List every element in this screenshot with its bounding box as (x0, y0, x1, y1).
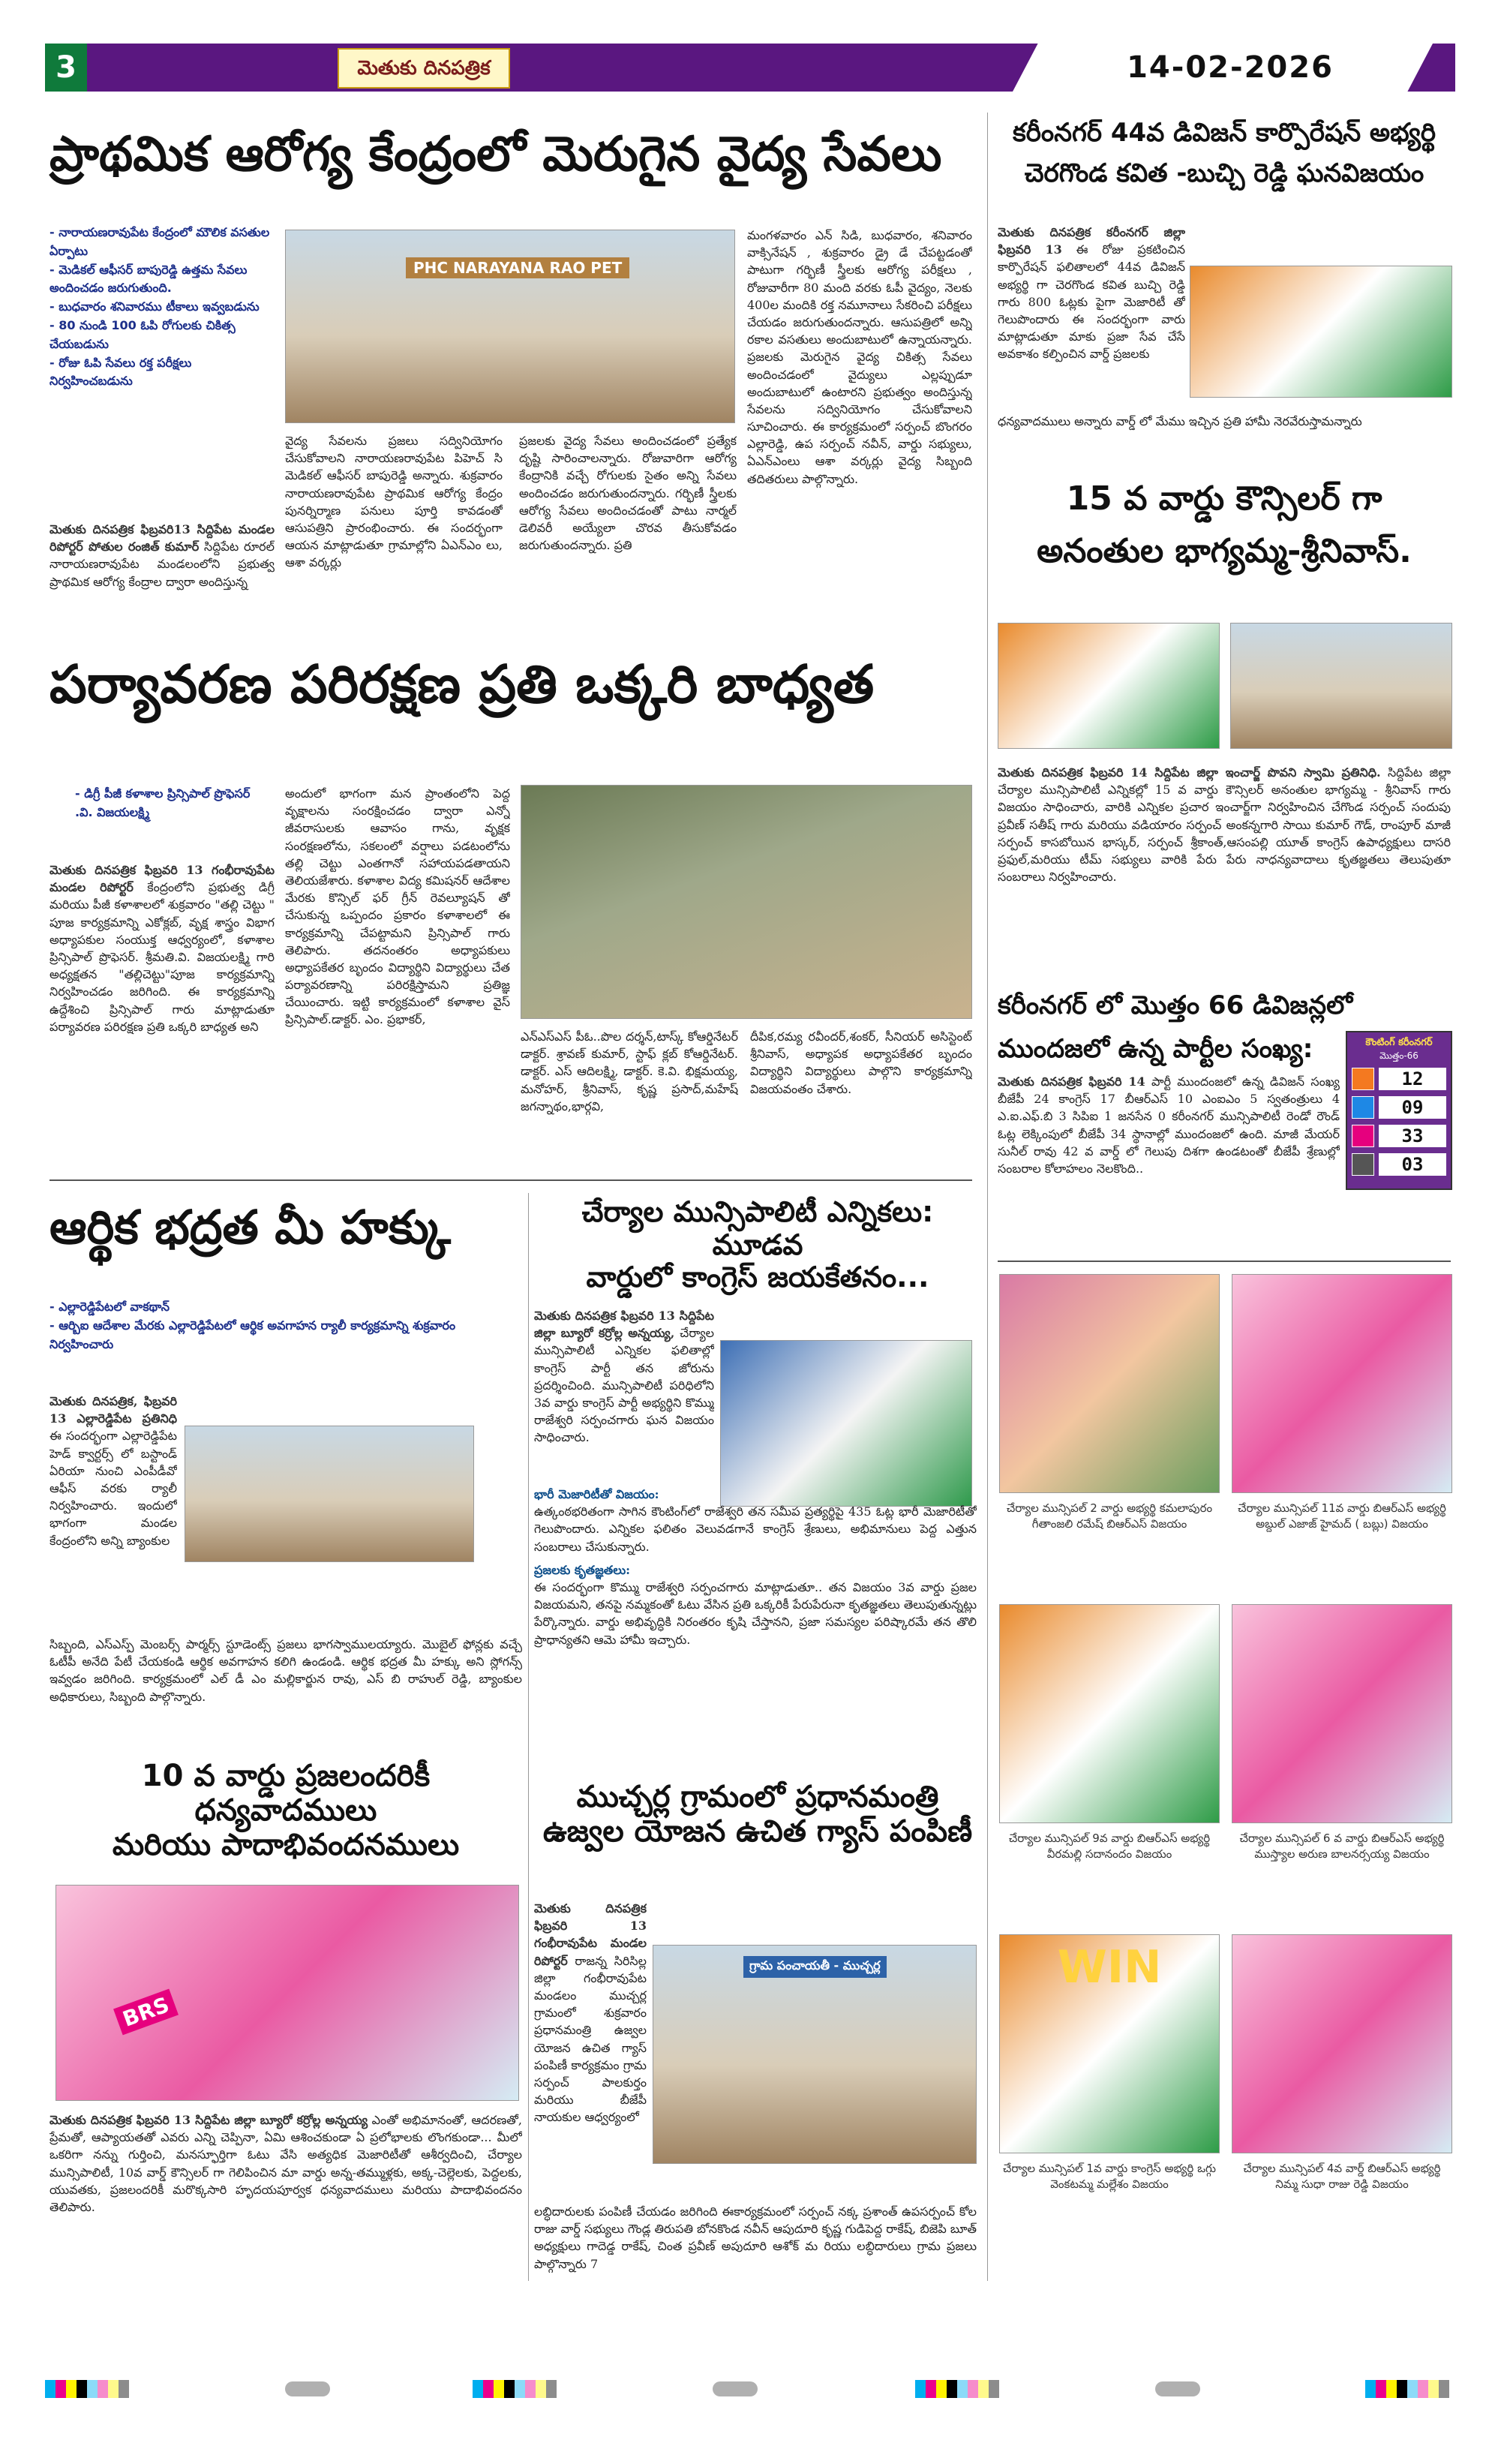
article-financial-bullets (50, 1298, 515, 1354)
registration-mark (1155, 2381, 1200, 2396)
color-swatch (119, 2380, 129, 2398)
article-ward3-byline: మెతుకు దినపత్రిక ఫిబ్రవరి 13 సిద్దిపేట జిల్లా బ్యూరో కర్రోల్ల అన్నయ్య, (534, 1309, 714, 1341)
registration-mark (285, 2381, 330, 2396)
article-ujjwala-text1: రాజన్న సిరిసిల్ల జిల్లా గంభీరావుపేట మండలం ముచ్చర్ల గ్రామంలో శుక్రవారం ప్రధానమంత్రి ఉజ్వల యోజన ఉచిత గ్యాస్ పంపిణీ కార్యక్రమం గ్రామ సర్పంచ్ పాలకుర్తం మరియు బీజేపీ నాయకుల ఆధ్వర్యంలో (534, 1953, 647, 2125)
party-symbol (1352, 1153, 1374, 1176)
article-ward3-text1: చేర్యాల మున్సిపాలిటీ ఎన్నికల ఫలితాల్లో కాంగ్రెస్ పార్టీ తన జోరును ప్రదర్శించింది. మున్సిపాలిటీ పరిధిలోని 3వ వార్డు కాంగ్రెస్ పార్టీ అభ్యర్థిని కొమ్ము రాజేశ్వరి సర్పంచగారు ఘన విజయం సాధించారు. (534, 1326, 714, 1445)
article-karimnagar44-headline (998, 113, 1451, 194)
article-phc-text3: ప్రజలకు వైద్య సేవలు అందించడంలో ప్రత్యేక దృష్టి సారించాలన్నారు. రోజువారిగా ఆరోగ్య కేంద్రానికి వచ్చే రోగులకు సైతం అన్ని సేవలు అందించడం జరుగుతుందన్నారు. గర్భిణీ స్త్రీలకు ఆరోగ్య సేవలు అందించడంతో పాటు నార్మల్ డెలివరీ అయ్యేలా చొరవ తీసుకోవడం జరుగుతుందన్నారు. ప్రతి (519, 434, 737, 553)
article-environment-photo (521, 785, 972, 1019)
winner-card (1232, 1604, 1452, 1927)
color-swatch (108, 2380, 119, 2398)
divider (998, 1261, 1451, 1262)
article-environment-text4: దీపిక,రమ్య రవీందర్,శంకర్, సీనియర్ అసిస్టెంట్ శ్రీనివాస్, అధ్యాపక అధ్యాపకేతర బృందం విద్యార్థిని విద్యార్థులు పాల్గొని కార్యక్రమాన్ని విజయవంతం చేశారు. (750, 1029, 972, 1096)
article-ward10-text: ఎంతో అభిమానంతో, ఆదరణతో, ప్రేమతో, ఆప్యాయతతో ఎవరు ఎన్ని చెప్పినా, ఏమి ఆశించకుండా ఏ ప్రలోభాలకు లొంగకుండా... మీలో ఒకరిగా నన్ను గుర్తించి, మనస్ఫూర్తిగా ఓటు వేసి అత్యధిక మెజారిటీతో ఆశీర్వదించి, చేర్యాల మున్సిపాలిటీ, 10వ వార్డ్ కౌన్సిలర్ గా గెలిపించిన మా వార్డు అన్న-తమ్ముళ్లకు, అక్క-చెల్లెలకు, పెద్దలకు, యువతకు, ప్రజలందరికీ మరొక్కసారి హృదయపూర్వక ధన్యవాదములు మరియు పాదాభివందనం తెలిపారు. (50, 2113, 522, 2214)
page-number: 3 (56, 50, 77, 85)
article-ujjwala-col1 (534, 1900, 647, 2203)
article-phc-text1: సిద్దిపేట రూరల్ నారాయణరావుపేట మండలంలోని ప్రభుత్వ ప్రాథమిక ఆరోగ్య కేంద్రాల ద్వారా అందిస్తున్న (50, 539, 275, 589)
winner-photo (999, 1934, 1220, 2153)
article-environment-text1: కేంద్రంలోని ప్రభుత్వ డిగ్రీ మరియు పీజీ కళాశాలలో శుక్రవారం "తల్లి చెట్టు " పూజ కార్యక్రమాన్ని ఎకోక్లబ్, వృక్ష శాస్త్రం విభాగ అధ్యాపకుల సంయుక్త ఆధ్వర్యంలో, కళాశాల ప్రిన్సిపాల్ ప్రొఫెసర్. శ్రీమతి.వి. విజయలక్ష్మి గారి అధ్యక్షతన "తల్లిచెట్టు"పూజ కార్యక్రమాన్ని నిర్వహించడం జరిగింది. ఈ కార్యక్రమాన్ని ఉద్దేశించి ప్రిన్సిపాల్ గారు మాట్లాడుతూ పర్యావరణ పరిరక్షణ ప్రతి ఒక్కరి బాధ్యత అని (50, 880, 275, 1034)
article-financial-headline: ఆర్థిక భద్రత మీ హక్కు (50, 1200, 451, 1255)
article-phc-headline: ప్రాథమిక ఆరోగ్య కేంద్రంలో మెరుగైన వైద్య సేవలు (50, 127, 942, 182)
bullet: - మెడికల్ ఆఫీసర్ బాపురెడ్డి ఉత్తమ సేవలు అందించడం జరుగుతుంది. (50, 261, 275, 299)
color-swatch (546, 2380, 557, 2398)
article-ward3-body (534, 1486, 977, 1736)
headline-line: 15 వ వార్డు కౌన్సిలర్ గా (1066, 479, 1382, 518)
article-ward3-col1 (534, 1307, 714, 1481)
winner-caption: చేర్యాల మున్సిపల్ 6 వ వార్డు బిఆర్ఎస్ అభ్యర్థి ముస్త్యాల అరుణ బాలనర్సయ్య విజయం (1239, 1831, 1445, 1861)
color-swatch (87, 2380, 98, 2398)
article-phc-text2: వైద్య సేవలను ప్రజలు సద్వినియోగం చేసుకోవాలని నారాయణరావుపేట పిహెచ్ సి మెడికల్ ఆఫీసర్ బాపురెడ్డి అన్నారు. శుక్రవారం నారాయణరావుపేట ప్రాథమిక ఆరోగ్య కేంద్రం పునర్నిర్మాణ పనులు పూర్తి కావడంతో ఆసుపత్రిని ప్రారంభించారు. ఈ సందర్భంగా ఆయన మాట్లాడుతూ గ్రామాల్లోని ఏఎన్ఎం లు, ఆశా వర్కర్లు (285, 434, 503, 570)
color-swatch (45, 2380, 56, 2398)
article-environment-col3 (521, 1028, 738, 1169)
article-phc-col3 (519, 432, 737, 630)
article-ward15-photo-left (998, 623, 1220, 749)
party-badge: BRS (113, 1989, 179, 2036)
article-phc-photo (285, 230, 735, 423)
party-symbol (1352, 1125, 1374, 1147)
article-financial-photo (185, 1426, 474, 1562)
article-ward10-photo (56, 1885, 519, 2101)
divider (50, 1179, 972, 1181)
winner-caption: చేర్యాల మున్సిపల్ 11వ వార్డు బిఆర్ఎస్ అభ్యర్థి అబ్దుల్ ఎజాజ్ హైమద్ ( బబ్లు) విజయం (1238, 1501, 1446, 1531)
party-symbol (1352, 1096, 1374, 1119)
party-seat-count: 03 (1379, 1153, 1446, 1176)
party-seat-count: 09 (1379, 1096, 1446, 1119)
article-environment-col1 (50, 861, 275, 1169)
color-swatch (483, 2380, 494, 2398)
winner-card (1232, 1274, 1452, 1597)
winner-caption: చేర్యాల మున్సిపల్ 2 వార్డు అభ్యర్థి కమలాపురం గీతాంజలి రమేష్ బిఆర్ఎస్ విజయం (1006, 1501, 1213, 1531)
article-ward15-text: సిద్దిపేట జిల్లా చేర్యాల మున్సిపాలిటీ ఎన్నికల్లో 15 వ వార్డు కౌన్సిలర్ అనంతుల భాగ్యమ్మ - శ్రీనివాస్ గారు విజయం సాధించారు, వారికి ఎన్నికల ప్రచార ఇంచార్జ్‌గా నిర్వహించిన చేగొండ సర్పంచ్ సందుపు ప్రవీణ్ సతీష్ గారు మరియు వడియారం సర్పంచ్ అంకన్నగారి సాయి కుమార్ గౌడ్, రాంపూర్ మాజీ సర్పంచ్ కాసబోయిన భాస్కర్, సర్పంచ్ శ్రీకాంత్,ఆసంపల్లి యూత్ కాంగ్రెస్ ఉపాధ్యక్షులు దాసరి ప్రఫుల్,మరియు టీమ్ సభ్యులు వారికి పేరు పేరు నాధన్యవాదాలు కృతజ్ఞతలు తెలుపుతూ సంబరాలు నిర్వహించారు. (998, 765, 1451, 885)
scoreboard-row (1352, 1123, 1446, 1149)
color-swatch (989, 2380, 999, 2398)
color-swatch (1397, 2380, 1407, 2398)
color-swatch (77, 2380, 87, 2398)
article-ujjwala-text2: లబ్ధిదారులకు పంపిణీ చేయడం జరిగింది ఈకార్యక్రమంలో సర్పంచ్ నక్క ప్రశాంత్ ఉపసర్పంచ్ కోల రాజు వార్డ్ సభ్యులు గౌండ్ల తిరుపతి బోనకొండ నవీన్ ఆపుదూరి కృష్ణ గుడిపెద్ద రాకేష్, బిజెపి బూత్ అధ్యక్షులు గాదెడ్డ రాకేష్, చింత ప్రవీణ్ అపుదూరి ఆశోక్ మ రియు లబ్ధిదారులు గ్రామ ప్రజలు పాల్గొన్నారు (534, 2204, 977, 2271)
bullet: - ఎల్లారెడ్డిపేటలో వాకథాన్ (50, 1298, 515, 1317)
article-ward15-body (998, 764, 1451, 981)
color-swatch (1407, 2380, 1418, 2398)
headline-line: అనంతుల భాగ్యమ్మ-శ్రీనివాస్. (1037, 532, 1412, 571)
color-swatch (936, 2380, 947, 2398)
article-financial-byline: మెతుకు దినపత్రిక, ఫిబ్రవరి 13 ఎల్లారెడ్డిపేట ప్రతినిధి (50, 1394, 177, 1426)
article-financial-text2-box (50, 1636, 522, 1735)
color-swatch (915, 2380, 926, 2398)
color-swatch (1428, 2380, 1439, 2398)
article-ward3-text3: ఈ సందర్భంగా కొమ్ము రాజేశ్వరి సర్పంచగారు మాట్లాడుతూ.. తన విజయం 3వ వార్డు ప్రజల విజయమని, తనపై నమ్మకంతో ఓటు వేసిన ప్రతి ఒక్కరికీ పేరుపేరునా కృతజ్ఞతలు తెలుపుతున్నట్లు పేర్కొన్నారు. వార్డు అభివృద్ధికి నిరంతరం కృషి చేస్తానని, ప్రజా సమస్యల పరిష్కారమే తన తొలి ప్రాధాన్యతని ఆమె హామీ ఇచ్చారు. (534, 1579, 977, 1647)
article-environment-headline: పర్యావరణ పరిరక్షణ ప్రతి ఒక్కరి బాధ్యత (50, 654, 875, 715)
winner-caption: చేర్యాల మున్సిపల్ 4వ వార్డ్ బిఆర్ఎస్ అభ్యర్థి నిమ్మ సుధా రాజు రెడ్డి విజయం (1243, 2162, 1441, 2191)
article-environment-text3: ఎన్ఎస్ఎస్ పీఓ..పొల దర్శన్,టాస్క్ కోఆర్డినేటర్ డాక్టర్. శ్రావణ్ కుమార్, స్టాఫ్ క్లబ్ కోఆర్డినేటర్. డాక్టర్. ఎస్ ఆదిలక్ష్మి, డాక్టర్. కె.వి. భిక్షమయ్య, మనోహర్, శ్రీనివాస్, కృష్ణ ప్రసాద్,మహేష్ జగన్నాథం,భార్గవి, (521, 1029, 738, 1113)
article-karimnagar44-col1 (998, 224, 1185, 410)
bullet: - డిగ్రీ పీజీ కళాశాల ప్రిన్సిపాల్ ప్రొఫెసర్ .వి. విజయలక్ష్మి (75, 785, 270, 822)
scoreboard-row (1352, 1152, 1446, 1177)
article-phc-col1 (50, 521, 275, 626)
article-phc-col2 (285, 432, 503, 630)
color-swatch (525, 2380, 536, 2398)
article-karimnagar66-byline: మెతుకు దినపత్రిక ఫిబ్రవరి 14 (998, 1074, 1145, 1089)
color-swatch (1418, 2380, 1428, 2398)
article-karimnagar44-text2: ధన్యవాదములు అన్నారు వార్డ్ లో మేము ఇచ్చిన ప్రతి హామీ నెరవేరుస్తామన్నారు (998, 414, 1362, 428)
counting-scoreboard (1346, 1031, 1452, 1190)
winner-caption: చేర్యాల మున్సిపల్ 1వ వార్డు కాంగ్రెస్ అభ్యర్థి ఒగ్గు వెంకటమ్మ మల్లేశం విజయం (1003, 2162, 1216, 2191)
color-swatch (968, 2380, 978, 2398)
color-swatch (1365, 2380, 1376, 2398)
article-environment-byline: మెతుకు దినపత్రిక ఫిబ్రవరి 13 గంభీరావుపేట మండల రిపోర్టర్ (50, 863, 275, 895)
color-swatch (1386, 2380, 1397, 2398)
column-divider (528, 1193, 529, 2281)
winner-photo (1232, 1934, 1452, 2153)
headline-line: చెరగొండ కవిత -బుచ్చి రెడ్డి ఘనవిజయం (1024, 158, 1424, 189)
headline-line: కరీంనగర్ లో మొత్తం 66 డివిజన్లలో (998, 990, 1353, 1020)
article-phc-col4 (747, 227, 972, 630)
article-ward10-byline: మెతుకు దినపత్రిక ఫిబ్రవరి 13 సిద్దిపేట జిల్లా బ్యూరో కర్రోల్ల అన్నయ్య (50, 2113, 368, 2127)
headline-line: ముందజలో ఉన్న పార్టీల సంఖ్య: (998, 1033, 1313, 1064)
article-ward3-subhead2: ప్రజలకు కృతజ్ఞతలు: (534, 1562, 631, 1577)
article-environment-text2: అందులో భాగంగా మన ప్రాంతంలోని పెద్ద వృక్షాలను సంరక్షించడం ద్వారా ఎన్నో జీవరాసులకు ఆవాసం గాను, వృక్షక సంరక్షణలోను, సకలంలో వర్షాలు పడటంలోను తల్లి చెట్టు ఎంతగానో సహాయపడతాయని తెలియజేశారు. కళాశాల విద్య కమిషనర్ ఆదేశాల మేరకు కొన్సిల్ ఫర్ గ్రీన్ రెవల్యూషన్ తో చేసుకున్న ఒప్పందం ప్రకారం కళాశాలలో ఈ కార్యక్రమాన్ని చేపట్టామని ప్రిన్సిపాల్ గారు తెలిపారు. తదనంతరం అధ్యాపకులు అధ్యాపకేతర బృందం విద్యార్థిని విద్యార్థులు చేత పర్యావరణాన్ని పరిరక్షిస్తామని ప్రతిజ్ఞ చేయించారు. ఇట్టి కార్యక్రమంలో కళాశాల వైస్ ప్రిన్సిపాల్.డాక్టర్. ఎం. ప్రభాకర్, (285, 786, 510, 1027)
article-ujjwala-byline: మెతుకు దినపత్రిక ఫిబ్రవరి 13 గంభీరావుపేట మండల రిపోర్టర్ (534, 1901, 647, 1968)
winner-card (999, 1604, 1220, 1927)
article-financial-text2: సిబ్బంది, ఎస్ఎస్ప్ మెంబర్స్ పార్మర్స్ స్టూడెంట్స్ ప్రజలు భాగస్వాములయ్యారు. మొబైల్ ఫోన్లకు వచ్చే ఓటీపీ అనేది పేటీ చేయకండి ఆర్థిక అవగాహన కలిగి ఉండండి. ఆర్థిక భద్రత మీ హక్కు అని స్లోగన్స్ ఇవ్వడం జరిగింది. కార్యక్రమంలో ఎల్ డీ ఎం మల్లికార్జున రావు, ఎస్ బి రాహుల్ రెడ్డి, బ్యాంకుల అధికారులు, సిబ్బంది పాల్గొన్నారు. (50, 1637, 522, 1704)
article-financial-text1: ఈ సందర్భంగా ఎల్లారెడ్డిపేట హెడ్ క్వార్టర్స్ లో బస్టాండ్ ఏరియా నుంచి ఎంపీడీవో ఆఫీస్ వరకు ర్యాలీ నిర్వహించారు. ఇందులో భాగంగా మండల కేంద్రంలోని అన్ని బ్యాంకుల (50, 1429, 177, 1548)
headline-line: ముచ్చర్ల గ్రామంలో ప్రధానమంత్రి (576, 1780, 939, 1814)
scoreboard-subtitle: మొత్తం-66 (1379, 1050, 1418, 1061)
article-environment-col2 (285, 785, 510, 1169)
article-financial-col1 (50, 1393, 177, 1633)
winner-photo (999, 1274, 1220, 1493)
party-seat-count: 33 (1379, 1125, 1446, 1147)
color-swatch (504, 2380, 515, 2398)
article-phc-bullets (50, 224, 275, 391)
newspaper-logo[interactable] (338, 48, 510, 89)
winner-photo (1232, 1274, 1452, 1493)
article-ward10-body (50, 2111, 522, 2261)
article-ward3-subhead1: భారీ మెజారిటీతో విజయం: (534, 1487, 659, 1501)
article-ward3-photo (720, 1340, 972, 1507)
headline-line: చేర్యాల మున్సిపాలిటీ ఎన్నికలు: మూడవ (581, 1195, 934, 1261)
article-ward3-headline (534, 1196, 981, 1294)
winner-card (999, 1934, 1220, 2257)
color-swatch (494, 2380, 504, 2398)
color-swatch (98, 2380, 108, 2398)
winner-photo (999, 1604, 1220, 1823)
article-ujjwala-photo (653, 1945, 977, 2164)
color-swatch (536, 2380, 546, 2398)
registration-mark (713, 2381, 758, 2396)
color-swatch (978, 2380, 989, 2398)
color-registration-strip (45, 2380, 1455, 2398)
article-phc-byline: మెతుకు దినపత్రిక ఫిబ్రవరి13 సిద్దిపేట మండల రిపోర్టర్ పోతుల రంజిత్ కుమార్ (50, 522, 275, 554)
bullet: - బుధవారం శనివారము టీకాలు ఇవ్వబడును (50, 298, 275, 317)
article-karimnagar44-text2-box (998, 413, 1451, 449)
headline-line: కరీంనగర్ 44వ డివిజన్ కార్పొరేషన్ అభ్యర్థి (1013, 118, 1436, 148)
headline-line: 10 వ వార్డు ప్రజలందరికీ ధన్యవాదములు (141, 1759, 431, 1828)
headline-line: మరియు పాదాభివందనములు (112, 1828, 460, 1862)
scoreboard-row (1352, 1095, 1446, 1120)
article-ujjwala-endmark: 7 (590, 2256, 599, 2271)
winner-caption: చేర్యాల మున్సిపల్ 9వ వార్డు బిఆర్ఎస్ అభ్యర్థి వీరమల్లి సదానందం విజయం (1008, 1831, 1211, 1861)
win-badge: WIN (1057, 1941, 1162, 1994)
color-swatch (515, 2380, 525, 2398)
article-ward10-headline (50, 1759, 522, 1862)
article-ujjwala-text2-box (534, 2203, 977, 2281)
right-column-divider (987, 113, 988, 2281)
page-number-box (45, 44, 87, 92)
color-swatch (947, 2380, 957, 2398)
article-environment-col4 (750, 1028, 972, 1169)
article-ward15-byline: మెతుకు దినపత్రిక ఫిబ్రవరి 14 సిద్దిపేట జిల్లా ఇంచార్జ్ పొవని స్వామి ప్రతినిధి. (998, 765, 1381, 780)
color-swatch (926, 2380, 936, 2398)
winner-card (1232, 1934, 1452, 2257)
bullet: - 80 నుండి 100 ఓపి రోగులకు చికిత్స చేయబడును (50, 317, 275, 354)
logo-text: మెతుకు దినపత్రిక (357, 57, 491, 80)
bullet: - రోజు ఓపి సేవలు రక్త పరీక్షలు నిర్వహించబడును (50, 354, 275, 392)
article-karimnagar66-text: పార్టీ ముందంజలో ఉన్న డివిజన్ సంఖ్య బీజేపీ 24 కాంగ్రెస్ 17 బీఆర్ఎస్ 10 ఎంఐఎం 5 స్వతంత్రులు 4 ఎ.ఐ.ఎఫ్.బి 3 సిపిఐ 1 జనసేన 0 కరీంనగర్ మున్సిపాలిటీ రెండో రౌండ్ ఓట్ల లెక్కింపులో బీజేపీ 34 స్థానాల్లో ముందంజలో ఉంది. మాజీ మేయర్ సునీల్ రావు 42 వ వార్డ్ లో గెలుపు దిశగా ఉండటంతో బీజేపీ శ్రేణుల్లో సంబరాల కోలాహలం నెలకొంది.. (998, 1074, 1340, 1176)
scoreboard-title: కౌంటింగ్ కరీంనగర్ (1365, 1037, 1433, 1048)
party-seat-count: 12 (1379, 1068, 1446, 1090)
issue-date: 14-02-2026 (1127, 50, 1334, 85)
bullet: - నారాయణరావుపేట కేంద్రంలో మౌలిక వసతుల ఏర్పాటు (50, 224, 275, 261)
article-karimnagar44-photo (1190, 266, 1452, 398)
article-environment-bullets (75, 785, 270, 822)
article-phc-text4: మంగళవారం ఎన్ సిడి, బుధవారం, శనివారం వాక్సినేషన్ , శుక్రవారం డ్రై డే చేపట్టడంతో పాటుగా గర్భిణీ స్త్రీలకు ఆరోగ్య పరీక్షలు , రోజువారీగా 80 మంది వరకు ఓపీ వైద్యం, నెలకు 400ల మందికి రక్త నమూనాలు సేకరించి పరీక్షలు చేయడం జరుగుతుందన్నారు. ఆసుపత్రిలో అన్ని రకాల వసతులు అందుబాటులో ఉన్నాయన్నారు. ప్రజలకు మెరుగైన వైద్య చికిత్స సేవలు అందించడంలో వైద్యులు ఎల్లప్పుడూ అందుబాటులో ఉంటారని ప్రభుత్వం అందిస్తున్న సేవలను సద్వినియోగం చేసుకోవాలని సూచించారు. ఈ కార్యక్రమంలో సర్పంచ్ బొంగరం ఎల్లారెడ్డి, ఉప సర్పంచ్ నవీన్, వార్డు సభ్యులు, ఏఎన్ఎంలు ఆశా వర్కర్లు వైద్య సిబ్బంది తదితరులు పాల్గొన్నారు. (747, 228, 972, 486)
article-karimnagar66-body (998, 1073, 1340, 1249)
color-swatch (56, 2380, 66, 2398)
winner-card (999, 1274, 1220, 1597)
color-swatch (1439, 2380, 1449, 2398)
panchayat-sign: గ్రామ పంచాయతీ - ముచ్చర్ల (743, 1956, 887, 1978)
color-swatch (473, 2380, 483, 2398)
article-karimnagar44-text1: ఈ రోజు ప్రకటించిన కార్పొరేషన్ ఫలితాలలో 44వ డివిజన్ అభ్యర్థి గా చెరగొండ కవిత బుచ్చి రెడ్డి గారు 800 ఓట్లకు పైగా మెజారిటీ తో గెలుపొందారు ఈ సందర్భంగా వారు మాట్లాడుతూ మాకు ప్రజా సేవ చేసే అవకాశం కల్పించిన వార్డ్ ప్రజలకు (998, 242, 1185, 362)
headline-line: వార్డులో కాంగ్రెస్ జయకేతనం... (586, 1261, 929, 1294)
winner-photo (1232, 1604, 1452, 1823)
phc-sign: PHC NARAYANA RAO PET (406, 257, 629, 278)
color-swatch (66, 2380, 77, 2398)
article-ward15-headline (998, 473, 1451, 578)
article-karimnagar44-byline: మెతుకు దినపత్రిక కరీంనగర్ జిల్లా ఫిబ్రవరి 13 (998, 225, 1185, 257)
color-swatch (957, 2380, 968, 2398)
scoreboard-row (1352, 1066, 1446, 1092)
headline-line: ఉజ్వల యోజన ఉచిత గ్యాస్ పంపిణీ (542, 1814, 973, 1849)
party-symbol (1352, 1068, 1374, 1090)
article-ward3-text2: ఉత్కంఠభరితంగా సాగిన కౌంటింగ్‌లో రాజేశ్వరి తన సమీప ప్రత్యర్థిపై 435 ఓట్ల భారీ మెజారిటీతో గెలుపొందారు. ఎన్నికల ఫలితం వెలువడగానే కాంగ్రెస్ శ్రేణులు, అభిమానులు పెద్ద ఎత్తున సంబరాలు చేసుకున్నారు. (534, 1504, 977, 1554)
color-swatch (1376, 2380, 1386, 2398)
bullet: - ఆర్బిఐ ఆదేశాల మేరకు ఎల్లారెడ్డిపేటలో ఆర్థిక అవగాహన ర్యాలీ కార్యక్రమాన్ని శుక్రవారం నిర్వహించారు (50, 1317, 515, 1354)
article-ujjwala-headline (534, 1780, 981, 1849)
article-ward15-photo-right (1230, 623, 1452, 749)
